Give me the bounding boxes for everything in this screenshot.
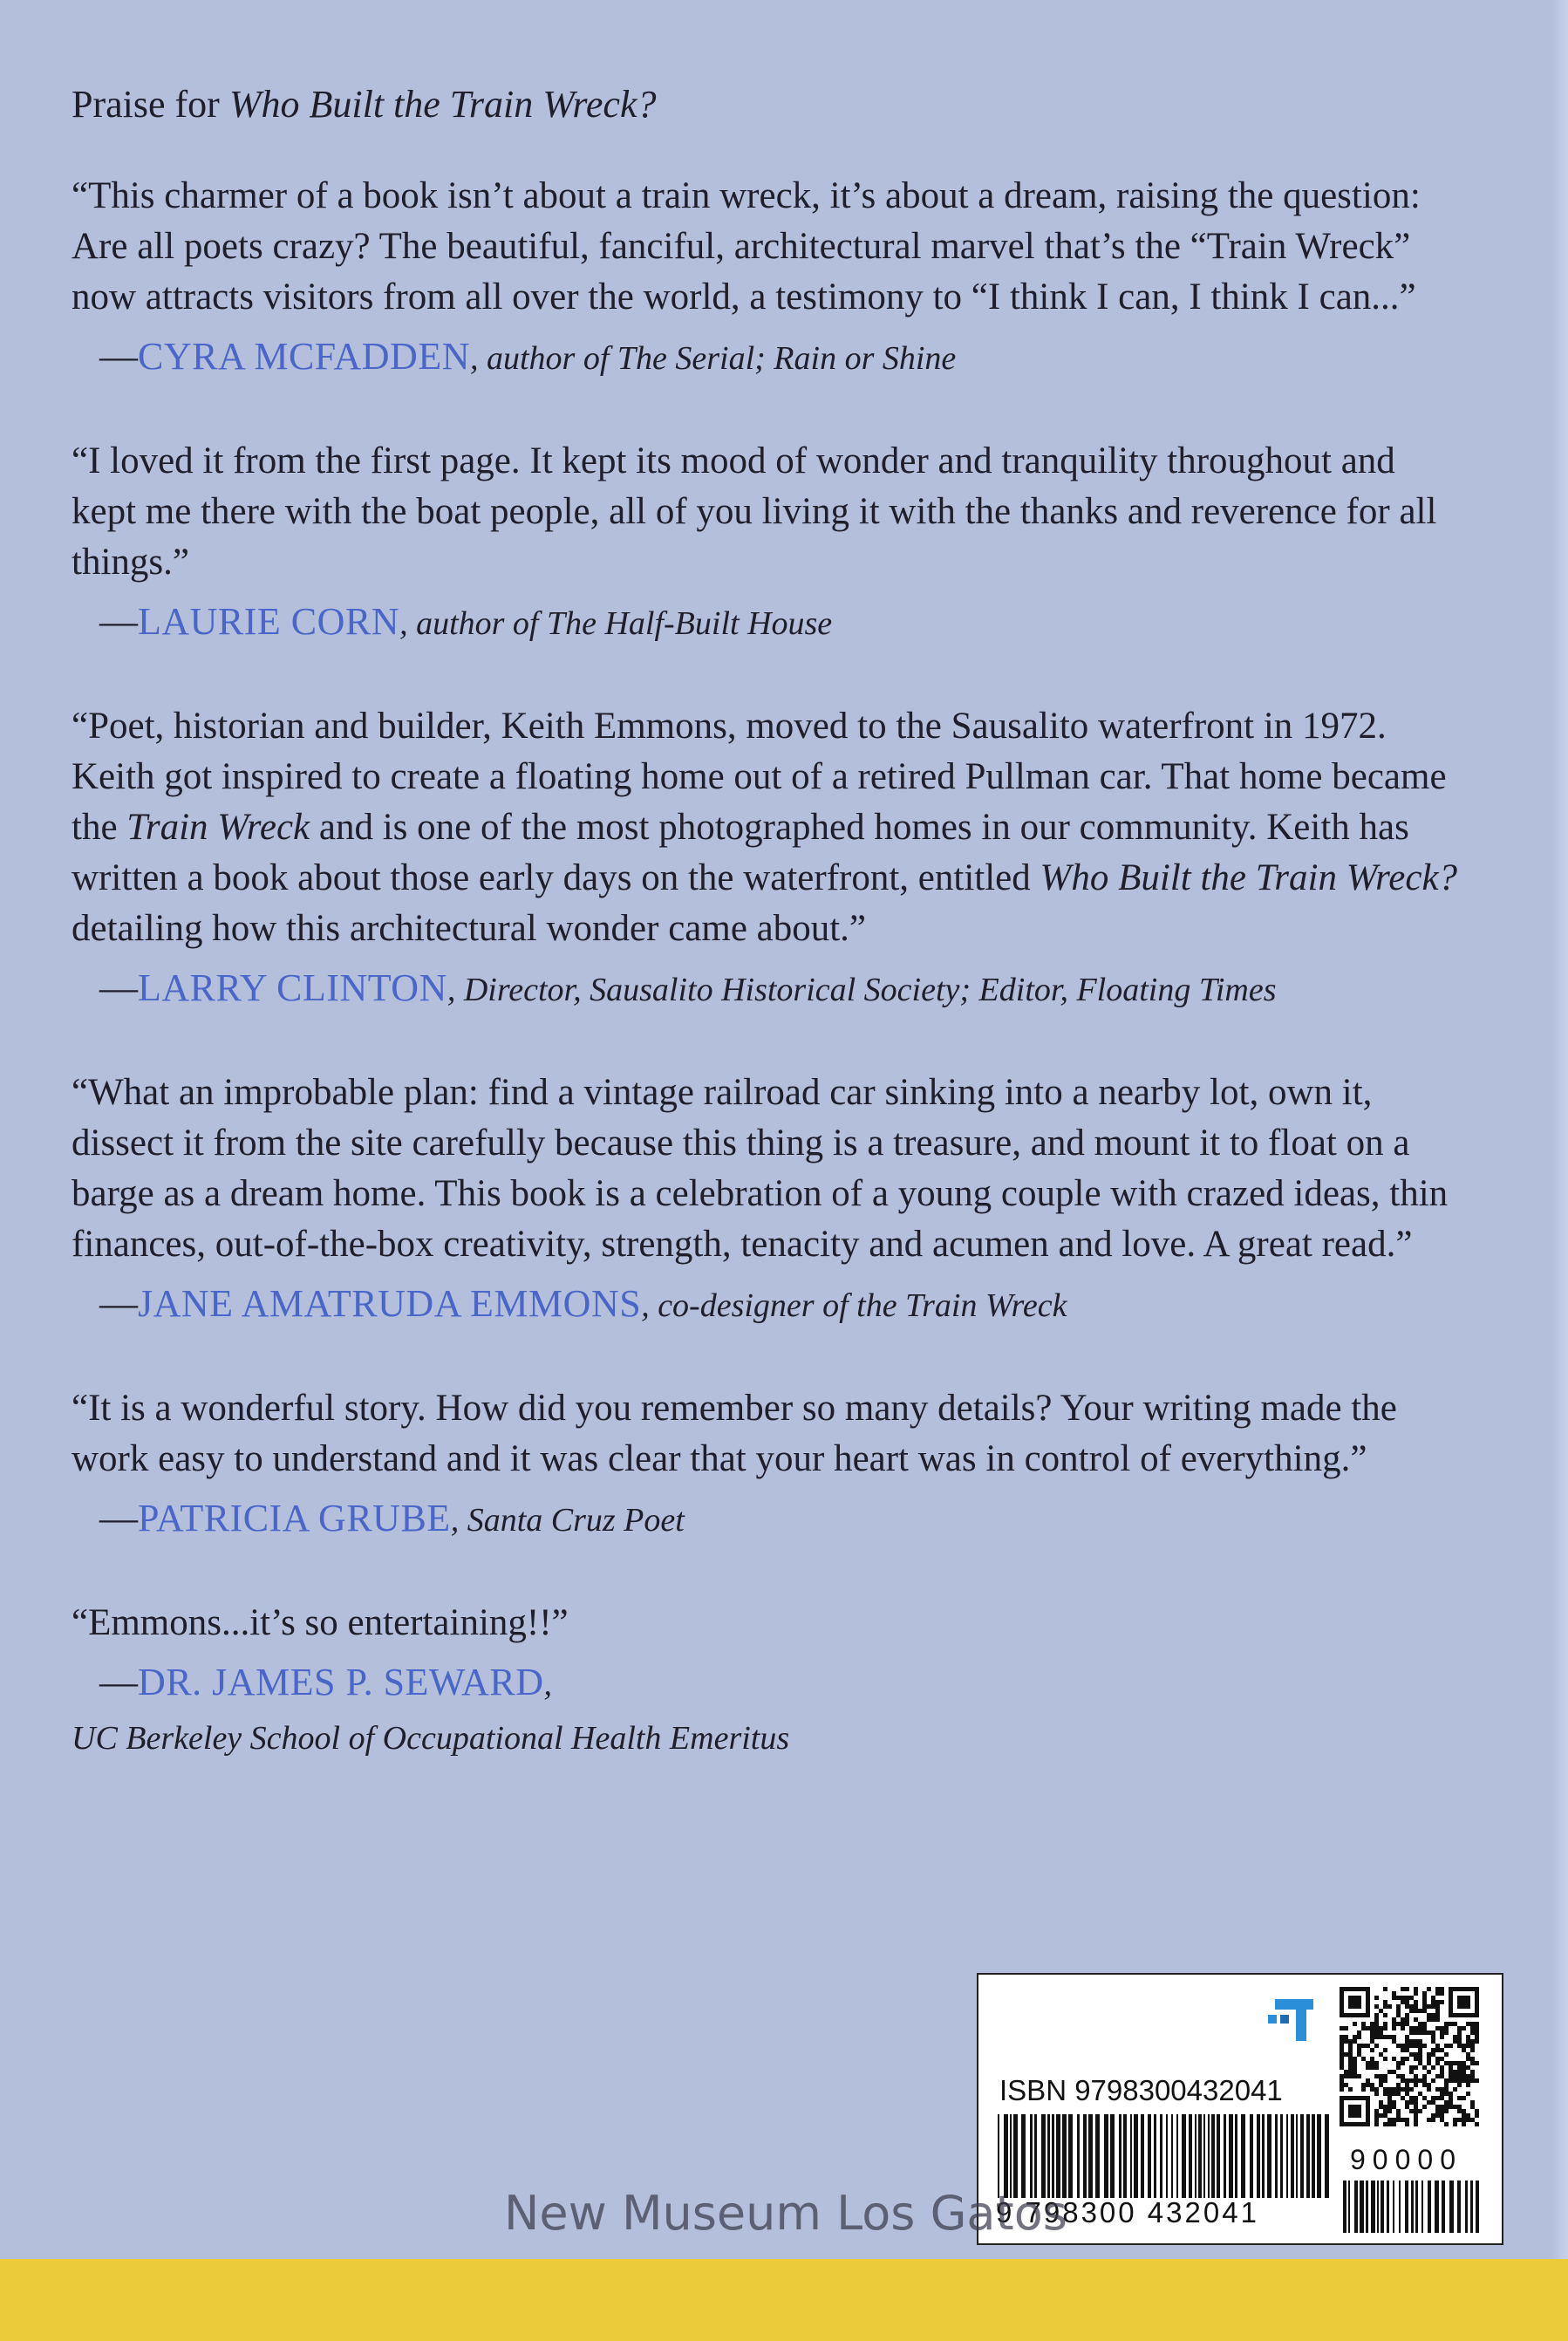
attribution-name: LAURIE CORN [138,600,400,643]
bottom-color-strip [0,2259,1568,2341]
praise-section [72,80,1467,1760]
isbn-digits: 9 798300 432041 [996,2196,1259,2228]
attribution-role: , [543,1666,552,1703]
quote-1: “This charmer of a book isn’t about a train wreck, it’s about a dream, raising the question: Are all poets crazy? The beautiful, fanciful, architectural marvel that’s the “Train Wreck” now attracts visitors from all over the world, a testimony to “I think I can, I think I can...” [72,175,1421,317]
attribution-role: , Director, Sausalito Historical Society; Editor, Floating Times [447,972,1277,1008]
quote-3-italic-b: Who Built the Train Wreck? [1040,857,1458,898]
publisher-logo-icon [1266,1992,1320,2046]
quote-3-italic-a: Train Wreck [126,807,310,848]
attribution-name: JANE AMATRUDA EMMONS [138,1282,642,1325]
quote-3-part-b: and is one of the most photographed homes in our community. Keith has written a book about those early days on the waterfront, entitled [72,807,1409,898]
attribution-3 [99,963,1467,1022]
quote-2: “I loved it from the first page. It kept its mood of wonder and tranquility throughout and kept me there with the boat people, all of you living it with the thanks and reverence for all things.” [72,440,1437,583]
praise-prefix: Praise for [72,83,229,126]
attribution-dash: — [99,600,138,643]
quote-5: “It is a wonderful story. How did you remember so many details? Your writing made the work easy to understand and it was clear that your heart was in control of everything.” [72,1388,1397,1479]
attribution-name: CYRA MCFADDEN [138,335,470,378]
attribution-name: LARRY CLINTON [138,966,447,1009]
attribution-dash: — [99,1661,138,1703]
attribution-role: , co-designer of the Train Wreck [641,1287,1067,1324]
attribution-role: , author of The Serial; Rain or Shine [469,340,957,377]
qr-code-icon [1340,1987,1479,2126]
attribution-role: , author of The Half-Built House [399,605,833,642]
attribution-role: , Santa Cruz Poet [450,1502,685,1539]
attribution-dash: — [99,966,138,1009]
price-code: 90000 [1350,2144,1462,2175]
attribution-6-affiliation: UC Berkeley School of Occupational Health Emeritus [72,1720,790,1757]
quote-6: “Emmons...it’s so entertaining!!” [72,1602,569,1643]
isbn-label: ISBN 9798300432041 [999,2074,1283,2106]
cover-edge [1552,0,1568,2259]
quote-3 [72,701,1467,954]
attribution-dash: — [99,1497,138,1539]
attribution-6 [99,1657,1467,1717]
quote-3-part-c: detailing how this architectural wonder came about.” [72,908,867,949]
attribution-name: PATRICIA GRUBE [138,1497,451,1539]
price-barcode-bars [1343,2181,1483,2233]
attribution-1 [99,331,1467,391]
praise-heading [72,80,1467,129]
museum-watermark: New Museum Los Gatos [504,2186,1067,2241]
attribution-name: DR. JAMES P. SEWARD [138,1661,544,1703]
attribution-dash: — [99,335,138,378]
attribution-5 [99,1493,1467,1553]
praise-book-title: Who Built the Train Wreck? [228,83,657,126]
attribution-4 [99,1279,1467,1338]
attribution-dash: — [99,1282,138,1325]
quote-3-part-a: “Poet, historian and builder, Keith Emmons, moved to the Sausalito waterfront in 1972. Keith got inspired to create a floating home out of a retired Pullman car. That home became the [72,706,1447,848]
attribution-2 [99,597,1467,656]
quote-4: “What an improbable plan: find a vintage railroad car sinking into a nearby lot, own it, dissect it from the site carefully because this thing is a treasure, and mount it to float on a barge as a dream home. This book is a celebration of a young couple with crazed ideas, thin finances, out-of-the-box creativity, strength, tenacity and acumen and love. A great read.” [72,1072,1449,1265]
